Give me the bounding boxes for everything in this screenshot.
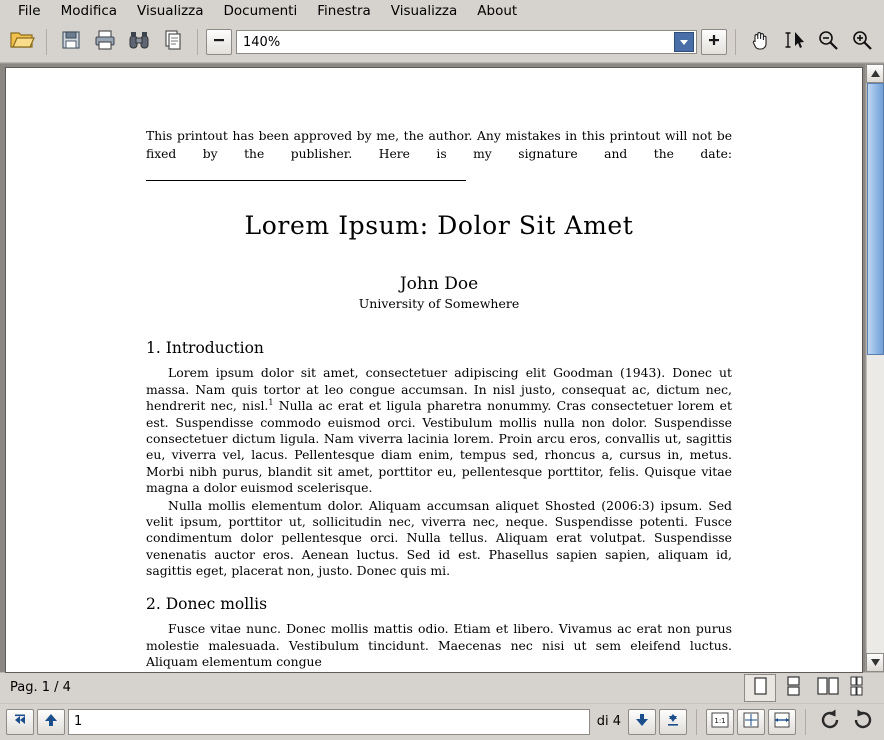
book-view-icon — [850, 676, 874, 700]
save-button[interactable] — [55, 26, 87, 58]
first-page-button[interactable] — [6, 709, 34, 735]
rotate-counterclockwise-icon — [817, 707, 843, 737]
footnote-marker: 1 — [268, 398, 274, 408]
page-content — [6, 68, 862, 671]
continuous-page-icon — [784, 676, 804, 700]
document-view[interactable] — [0, 63, 884, 672]
zoom-in-button[interactable] — [701, 29, 727, 55]
vertical-scrollbar[interactable] — [865, 64, 884, 672]
signature-line — [146, 169, 466, 181]
hand-tool-button[interactable] — [744, 26, 776, 58]
navbar-separator-1 — [696, 709, 697, 735]
magnifier-minus-icon — [817, 29, 839, 55]
toolbar-separator-3 — [735, 29, 736, 55]
actual-size-button[interactable] — [706, 709, 734, 735]
actual-size-icon — [711, 712, 729, 732]
magnifier-plus-icon — [851, 29, 873, 55]
section-heading-1: 1. Introduction — [146, 339, 264, 358]
zoom-controls — [206, 29, 727, 55]
text-select-icon — [783, 29, 805, 55]
view-mode-book[interactable] — [846, 674, 878, 702]
section-1-paragraph-1 — [146, 365, 732, 496]
copy-document-button[interactable] — [157, 26, 189, 58]
menu-finestra[interactable]: Finestra — [317, 3, 371, 19]
menu-file[interactable]: File — [18, 3, 41, 19]
print-icon — [93, 29, 117, 55]
menu-modifica[interactable]: Modifica — [60, 3, 118, 19]
last-page-icon — [665, 712, 681, 732]
zoom-out-button[interactable] — [206, 29, 232, 55]
chevron-down-icon[interactable] — [674, 32, 694, 52]
fit-page-icon — [742, 712, 760, 732]
scrollbar-thumb[interactable] — [867, 83, 884, 355]
document-title: Lorem Ipsum: Dolor Sit Amet — [244, 211, 634, 241]
find-button[interactable] — [123, 26, 155, 58]
open-file-button[interactable] — [6, 26, 38, 58]
page-canvas[interactable] — [0, 64, 865, 672]
save-icon — [60, 29, 82, 55]
zoom-out-tool-button[interactable] — [812, 26, 844, 58]
triangle-down-icon — [871, 655, 880, 670]
document-author: John Doe — [399, 274, 479, 295]
next-page-icon — [634, 712, 650, 732]
menu-about[interactable]: About — [477, 3, 518, 19]
zoom-combobox[interactable] — [236, 30, 697, 54]
scroll-up-button[interactable] — [866, 64, 884, 83]
toolbar-separator-2 — [197, 29, 198, 55]
page-status-label: Pag. 1 / 4 — [10, 680, 71, 696]
single-page-icon — [751, 676, 769, 700]
facing-pages-icon — [817, 676, 839, 700]
paragraph-text-cont: Nulla ac erat et ligula pharetra nonummy. Cras consectetuer lorem et est. Suspendisse commodo euismod orci. Vestibulum mollis nulla non dolor. Suspendisse consectetuer dictum ligula. Nam viverra lacinia lorem. Proin arcu eros, convallis ut, sagittis eu, viverra vel, lacus. Pellentesque diam enim, tempus sed, rhoncus a, cursus in, metus. Morbi nibh purus, blandit sit amet, porttitor eu, pellentesque porttitor, felis. Quisque vitae magna a dolor euismod scelerisque. — [146, 398, 732, 496]
page-number-input[interactable] — [68, 709, 590, 735]
page-navigation-bar — [0, 703, 884, 740]
previous-page-icon — [43, 712, 59, 732]
approval-text: This printout has been approved by me, the author. Any mistakes in this printout will not be fixed by the publisher. Here is my signature and the date: — [146, 129, 732, 161]
section-1-paragraph-2: Nulla mollis elementum dolor. Aliquam accumsan aliquet Shosted (2006:3) ipsum. Sed velit ipsum, porttitor ut, sollicitudin nec, viverra nec, neque. Suspendisse potenti. Fusce condimentum dolor pellentesque orci. Nulla tellus. Aliquam erat volutpat. Suspendisse venenatis auctor eros. Aenean luctus. Sed id est. Phasellus sapien sapien, aliquam id, sagittis eget, placerat non, justo. Donec quis mi. — [146, 497, 732, 579]
view-mode-single-page[interactable] — [744, 674, 776, 702]
first-page-icon — [12, 712, 28, 732]
zoom-input[interactable] — [237, 34, 674, 51]
navbar-separator-2 — [805, 709, 806, 735]
rotate-clockwise-button[interactable] — [848, 708, 878, 736]
scrollbar-track[interactable] — [866, 83, 884, 653]
view-mode-continuous[interactable] — [778, 674, 810, 702]
pdf-page[interactable] — [6, 68, 862, 672]
minus-icon — [212, 33, 226, 51]
fit-width-icon — [773, 712, 791, 732]
rotate-clockwise-icon — [850, 707, 876, 737]
triangle-up-icon — [871, 66, 880, 81]
menu-bar — [0, 0, 884, 22]
scroll-down-button[interactable] — [866, 653, 884, 672]
total-pages-label: di 4 — [596, 714, 621, 730]
last-page-button[interactable] — [659, 709, 687, 735]
rotate-counterclockwise-button[interactable] — [815, 708, 845, 736]
zoom-in-tool-button[interactable] — [846, 26, 878, 58]
main-toolbar — [0, 22, 884, 63]
next-page-button[interactable] — [628, 709, 656, 735]
binoculars-icon — [127, 29, 151, 55]
view-mode-facing[interactable] — [812, 674, 844, 702]
menu-visualizza[interactable]: Visualizza — [137, 3, 204, 19]
document-copy-icon — [162, 29, 184, 55]
approval-notice — [146, 128, 732, 181]
plus-icon — [707, 33, 721, 51]
folder-open-icon — [9, 28, 35, 56]
toolbar-separator-1 — [46, 29, 47, 55]
previous-page-button[interactable] — [37, 709, 65, 735]
section-heading-2: 2. Donec mollis — [146, 595, 268, 614]
hand-icon — [749, 29, 771, 55]
document-affiliation: University of Somewhere — [358, 296, 520, 312]
status-bar — [0, 672, 884, 703]
section-2-paragraph-1: Fusce vitae nunc. Donec mollis mattis odio. Etiam et libero. Vivamus ac erat non purus molestie malesuada. Vestibulum tincidunt. Maecenas nec nisi ut sem eleifend luctus. Aliquam elementum congue — [146, 621, 732, 670]
paragraph-text: Lorem ipsum dolor sit amet, consectetuer adipiscing elit Goodman (1943). Donec ut massa. Nam quis tortor at leo congue accumsan. In nisl justo, consequat ac, dictum nec, hendrerit nec, nisl. — [146, 365, 732, 414]
menu-visualizza-2[interactable]: Visualizza — [390, 3, 458, 19]
select-text-tool-button[interactable] — [778, 26, 810, 58]
fit-page-button[interactable] — [737, 709, 765, 735]
fit-width-button[interactable] — [768, 709, 796, 735]
svg-text:1:1: 1:1 — [714, 716, 726, 725]
print-button[interactable] — [89, 26, 121, 58]
menu-documenti[interactable]: Documenti — [223, 3, 298, 19]
